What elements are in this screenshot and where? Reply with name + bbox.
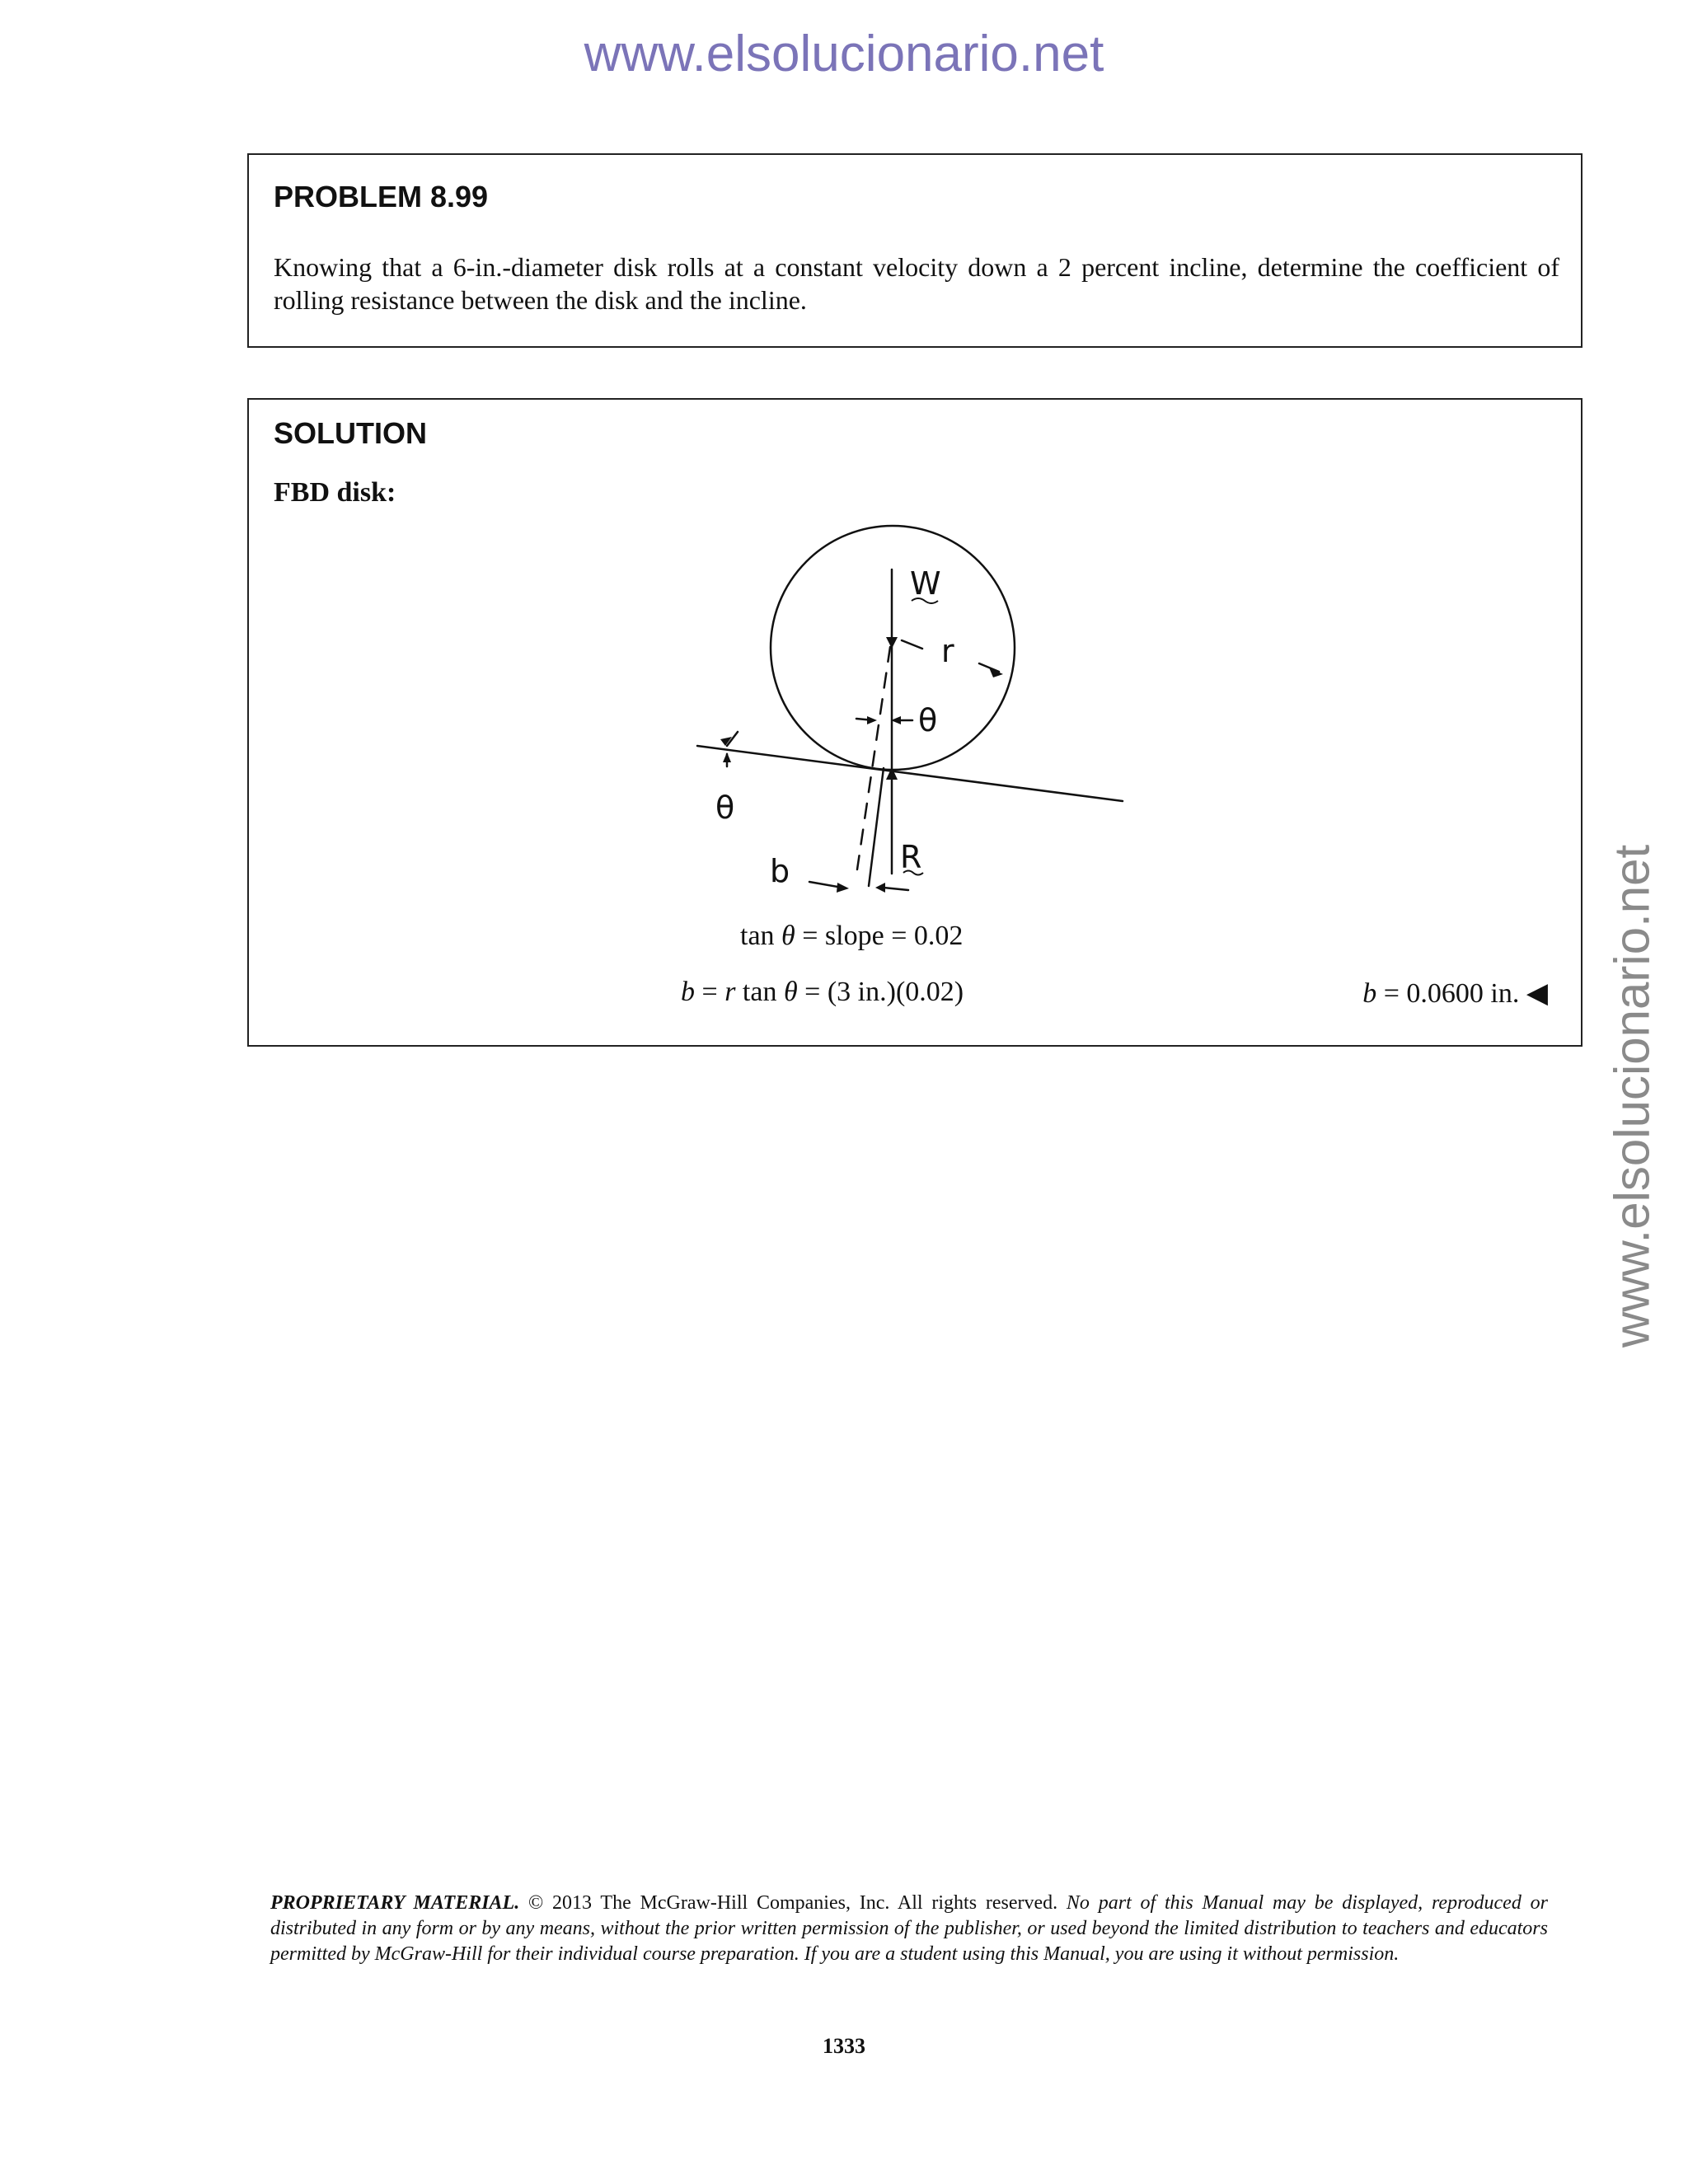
- fbd-diagram: [249, 400, 1581, 894]
- label-theta: θ: [918, 702, 938, 738]
- reaction-line: [869, 768, 884, 886]
- label-r: r: [941, 633, 954, 669]
- label-theta-left: θ: [715, 790, 735, 826]
- label-b: b: [770, 853, 790, 889]
- answer-marker-icon: ◀: [1526, 978, 1548, 1009]
- copyright-footer: PROPRIETARY MATERIAL. © 2013 The McGraw-Hill Companies, Inc. All rights reserved. No part of this Manual may be displayed, reproduced or distributed in any form or by any means, without the prior written permission of the publisher, or used beyond the limited distribution to teachers and educators permitted by McGraw-Hill for their individual course preparation. If you are a student using this Manual, you are using it without permission.: [270, 1892, 1548, 1965]
- page-number: 1333: [823, 2034, 865, 2058]
- watermark-top: www.elsolucionario.net: [584, 26, 1104, 82]
- watermark-side: www.elsolucionario.net: [1604, 844, 1660, 1348]
- dashed-line: [857, 647, 890, 869]
- problem-heading: PROBLEM 8.99: [274, 180, 489, 213]
- equation-b: b = r tan θ = (3 in.)(0.02): [681, 977, 964, 1007]
- incline-line: [697, 746, 1123, 801]
- equation-slope: tan θ = slope = 0.02: [740, 921, 964, 951]
- answer: b = 0.0600 in. ◀: [1362, 978, 1548, 1009]
- solution-heading: SOLUTION: [274, 416, 427, 450]
- problem-statement: Knowing that a 6-in.-diameter disk rolls at a constant velocity down a 2 percent incline, determine the coefficient of rolling resistance between the disk and the incline.: [274, 252, 1559, 315]
- problem-box: [247, 153, 1582, 348]
- label-R: R: [900, 839, 922, 875]
- solution-box: [247, 398, 1582, 1047]
- fbd-label: FBD disk:: [274, 477, 396, 508]
- label-w: W: [910, 565, 941, 602]
